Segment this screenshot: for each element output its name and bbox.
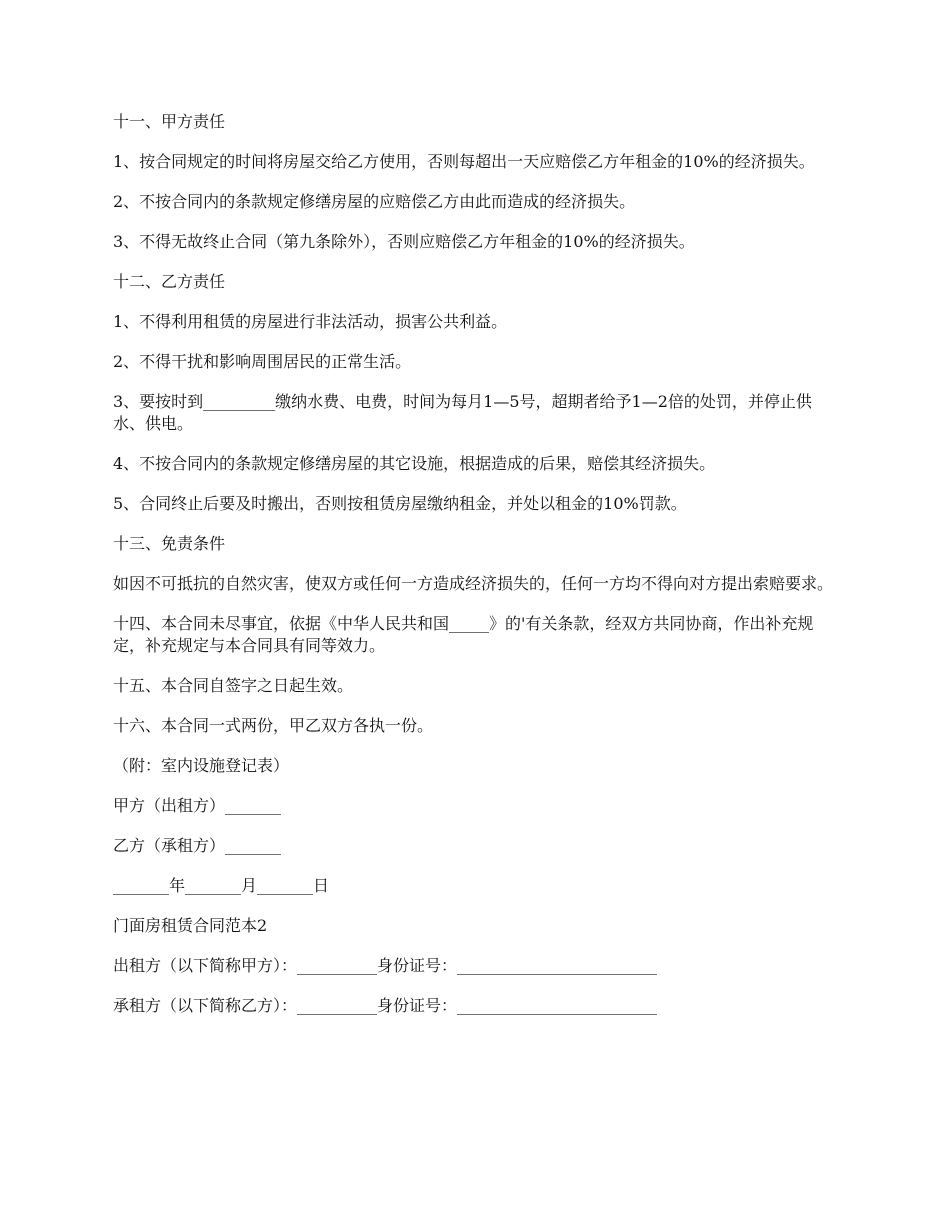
clause-paragraph: 十五、本合同自签字之日起生效。: [113, 676, 354, 695]
lessor-id-line: 出租方（以下简称甲方）：__________身份证号：_________________________: [113, 956, 658, 975]
clause-paragraph: 1、不得利用租赁的房屋进行非法活动，损害公共利益。: [113, 312, 508, 331]
section-heading-party-b-duties: 十二、乙方责任: [113, 272, 226, 291]
document-page: [113, 111, 843, 1035]
clause-paragraph: 十四、本合同未尽事宜，依据《中华人民共和国_____》的'有关条款，经双方共同协商，作出补充规定，补充规定与本合同具有同等效力。: [113, 614, 814, 655]
clause-paragraph: 十六、本合同一式两份，甲乙双方各执一份。: [113, 716, 434, 735]
date-line: _______年_______月_______日: [113, 876, 330, 895]
clause-paragraph: 5、合同终止后要及时搬出，否则按租赁房屋缴纳租金，并处以租金的10%罚款。: [113, 494, 687, 513]
signature-line-party-b: 乙方（承租方）_______: [113, 836, 282, 855]
template-title: 门面房租赁合同范本2: [113, 916, 268, 935]
section-heading-party-a-duties: 十一、甲方责任: [113, 112, 226, 131]
clause-paragraph: 2、不按合同内的条款规定修缮房屋的应赔偿乙方由此而造成的经济损失。: [113, 192, 636, 211]
clause-paragraph: 1、按合同规定的时间将房屋交给乙方使用，否则每超出一天应赔偿乙方年租金的10%的经济损失。: [113, 152, 815, 171]
lessee-id-line: 承租方（以下简称乙方）：__________身份证号：_________________________: [113, 996, 658, 1015]
signature-line-party-a: 甲方（出租方）_______: [113, 796, 282, 815]
section-heading-exemption: 十三、免责条件: [113, 534, 226, 553]
clause-paragraph: 3、要按时到_________缴纳水费、电费，时间为每月1—5号，超期者给予1—2倍的处罚，并停止供水、供电。: [113, 392, 812, 433]
attachment-note: （附：室内设施登记表）: [113, 756, 290, 775]
clause-paragraph: 3、不得无故终止合同（第九条除外），否则应赔偿乙方年租金的10%的经济损失。: [113, 232, 695, 251]
clause-paragraph: 4、不按合同内的条款规定修缮房屋的其它设施，根据造成的后果，赔偿其经济损失。: [113, 454, 716, 473]
clause-paragraph: 2、不得干扰和影响周围居民的正常生活。: [113, 352, 412, 371]
clause-paragraph: 如因不可抵抗的自然灾害，使双方或任何一方造成经济损失的，任何一方均不得向对方提出索赔要求。: [113, 574, 834, 593]
